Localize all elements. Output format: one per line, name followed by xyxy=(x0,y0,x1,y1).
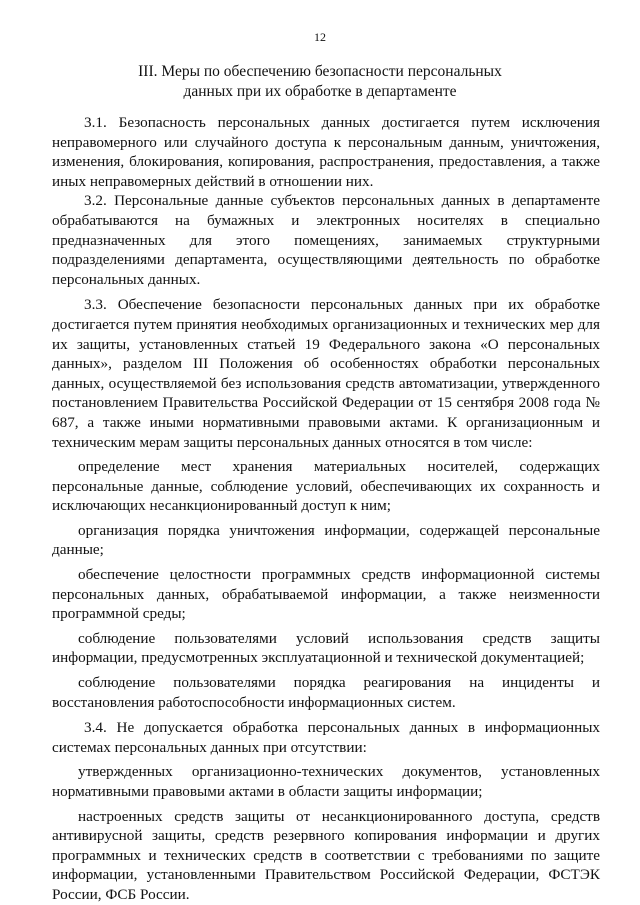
measure-item-storage: определение мест хранения материальных носителей, содержащих персональные данные, соблюдение условий, обеспечивающих их сохранность и исключающих несанкционированный доступ к ним; xyxy=(52,458,600,515)
paragraph-3-4: 3.4. Не допускается обработка персональных данных в информационных системах персональных данных при отсутствии: xyxy=(52,719,600,756)
page-number: 12 xyxy=(314,30,326,44)
measure-item-incident-response: соблюдение пользователями порядка реагирования на инциденты и восстановления работоспособности информационных систем. xyxy=(52,674,600,711)
measure-item-destruction: организация порядка уничтожения информации, содержащей персональные данные; xyxy=(52,521,600,559)
requirement-item-security-tools: настроенных средств защиты от несанкционированного доступа, средств антивирусной защиты, средств резервного копирования информации и других программных и технических средств в соответствии с требованиями по защите информации, установленными Правительством Российской Федерации, ФСТЭК России, ФСБ России. xyxy=(52,807,600,903)
measure-item-protection-tools: соблюдение пользователями условий использования средств защиты информации, предусмотренных эксплуатационной и технической документацией; xyxy=(52,629,600,667)
paragraph-3-1: 3.1. Безопасность персональных данных достигается путем исключения неправомерного или случайного доступа к персональным данным, уничтожения, изменения, блокирования, копирования, распространения, предоставления, а также иных неправомерных действий в отношении них. xyxy=(52,114,600,190)
section-title xyxy=(90,62,550,102)
measure-item-integrity: обеспечение целостности программных средств информационной системы персональных данных, обрабатываемой информации, а также неизменности программной среды; xyxy=(52,566,600,623)
document-body xyxy=(52,113,600,905)
section-title-line-1: III. Меры по обеспечению безопасности персональных xyxy=(138,63,502,80)
section-title-line-2: данных при их обработке в департаменте xyxy=(183,83,457,100)
requirement-item-documents: утвержденных организационно-технических документов, установленных нормативными правовыми актами в области защиты информации; xyxy=(52,763,600,800)
paragraph-3-3: 3.3. Обеспечение безопасности персональных данных при их обработке достигается путем принятия необходимых организационных и технических мер для их защиты, установленных статьей 19 Федерального закона «О персональных данных», разделом III Положения об особенностях обработки персональных данных, осуществляемой без использования средств автоматизации, утвержденного постановлением Правительства Российской Федерации от 15 сентября 2008 года № 687, а также иными нормативными правовыми актами. К организационным и техническим мерам защиты персональных данных относятся в том числе: xyxy=(52,296,600,451)
paragraph-3-2: 3.2. Персональные данные субъектов персональных данных в департаменте обрабатываются на бумажных и электронных носителях в специально предназначенных для этого помещениях, занимаемых структурными подразделениями департамента, осуществляющими деятельность по обработке персональных данных. xyxy=(52,192,600,288)
